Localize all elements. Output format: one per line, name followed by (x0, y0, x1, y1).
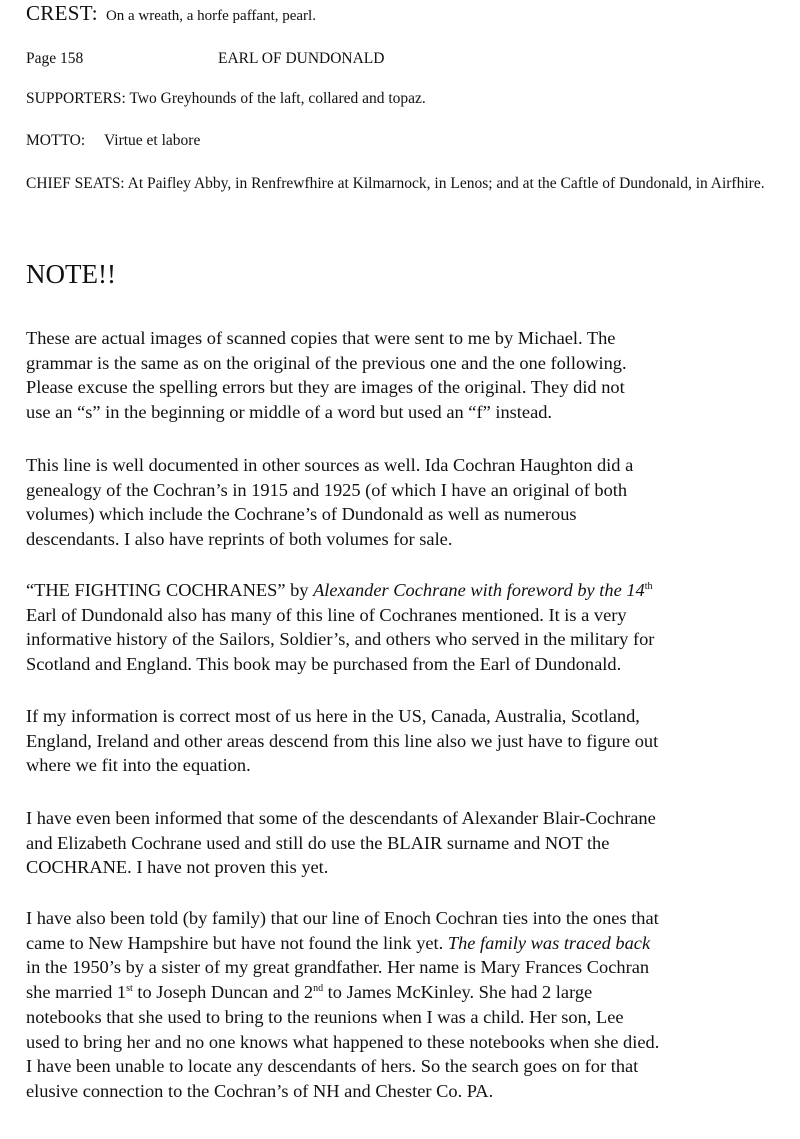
crest-value: On a wreath, a horfe paffant, pearl. (105, 8, 316, 24)
paragraph-3 (26, 578, 800, 677)
ordinal-suffix: nd (313, 983, 324, 995)
text-segment: came to New Hampshire but have not found the link yet. (26, 932, 448, 953)
book-title: “THE FIGHTING COCHRANES” by (26, 580, 314, 600)
text-line: elusive connection to the Cochran’s of NH and Chester Co. PA. (26, 1080, 494, 1101)
text-segment: to Joseph Duncan and 2 (132, 982, 314, 1003)
text-line: I have been unable to locate any descendants of hers. So the search goes on for that (26, 1056, 639, 1077)
text-line: use an “s” in the beginning or middle of a word but used an “f” instead. (26, 402, 553, 423)
motto-value: Virtue et labore (104, 132, 201, 149)
text-line: Scotland and England. This book may be purchased from the Earl of Dundonald. (26, 654, 622, 675)
ordinal-suffix: st (126, 983, 133, 995)
text-line: Please excuse the spelling errors but they are images of the original. They did not (26, 377, 625, 398)
supporters-label: SUPPORTERS: (26, 90, 126, 107)
text-line: If my information is correct most of us here in the US, Canada, Australia, Scotland, (26, 706, 640, 726)
supporters-line (26, 90, 426, 108)
paragraph-6 (26, 906, 800, 1104)
crest-line (26, 1, 316, 25)
text-line: Earl of Dundonald also has many of this line of Cochranes mentioned. It is a very (26, 604, 627, 625)
text-line: notebooks that she used to bring to the reunions when I was a child. Her son, Lee (26, 1006, 624, 1027)
page-number: Page 158 (26, 50, 84, 67)
text-line: England, Ireland and other areas descend from this line also we just have to figure out (26, 730, 659, 751)
seats-label: CHIEF SEATS: (26, 175, 125, 192)
text-line (26, 578, 800, 603)
note-heading: NOTE!! (26, 259, 116, 289)
text-line: descendants. I also have reprints of both volumes for sale. (26, 529, 453, 550)
text-line: informative history of the Sailors, Soldier’s, and others who served in the military for (26, 629, 655, 650)
paragraph-4 (26, 704, 800, 778)
text-line: These are actual images of scanned copies that were sent to me by Michael. The (26, 328, 616, 348)
text-line (26, 980, 800, 1005)
paragraph-5 (26, 806, 800, 880)
text-line (26, 931, 800, 956)
text-segment: she married 1 (26, 982, 127, 1003)
seats-value: At Paifley Abby, in Renfrewfhire at Kilmarnock, in Lenos; and at the Caftle of Dundonald, in Airfhire. (127, 175, 765, 192)
text-line: grammar is the same as on the original of the previous one and the one following. (26, 352, 627, 373)
text-line: in the 1950’s by a sister of my great grandfather. Her name is Mary Frances Cochran (26, 957, 650, 978)
text-line: genealogy of the Cochran’s in 1915 and 1925 (of which I have an original of both (26, 479, 628, 500)
text-line: This line is well documented in other sources as well. Ida Cochran Haughton did a (26, 455, 634, 475)
motto-line (26, 132, 200, 150)
text-line: where we fit into the equation. (26, 755, 251, 776)
paragraph-2 (26, 453, 800, 552)
italic-segment: The family was traced back (447, 932, 651, 953)
motto-label: MOTTO: (26, 132, 86, 149)
page-header-line (26, 50, 384, 68)
crest-label: CREST: (26, 1, 98, 25)
text-line: I have even been informed that some of the descendants of Alexander Blair-Cochrane (26, 808, 656, 828)
page-title: EARL OF DUNDONALD (218, 50, 385, 67)
chief-seats-line (26, 173, 766, 195)
book-author: Alexander Cochrane with foreword by the 14 (313, 580, 645, 600)
text-line: I have also been told (by family) that our line of Enoch Cochran ties into the ones that (26, 908, 659, 928)
text-line: used to bring her and no one knows what happened to these notebooks when she died. (26, 1031, 660, 1052)
text-segment: to James McKinley. She had 2 large (323, 982, 593, 1003)
ordinal-suffix: th (644, 581, 653, 592)
supporters-value: Two Greyhounds of the laft, collared and topaz. (129, 90, 426, 107)
text-line: and Elizabeth Cochrane used and still do use the BLAIR surname and NOT the (26, 832, 610, 853)
paragraph-1 (26, 326, 800, 425)
text-line: volumes) which include the Cochrane’s of Dundonald as well as numerous (26, 504, 577, 525)
text-line: COCHRANE. I have not proven this yet. (26, 857, 329, 878)
